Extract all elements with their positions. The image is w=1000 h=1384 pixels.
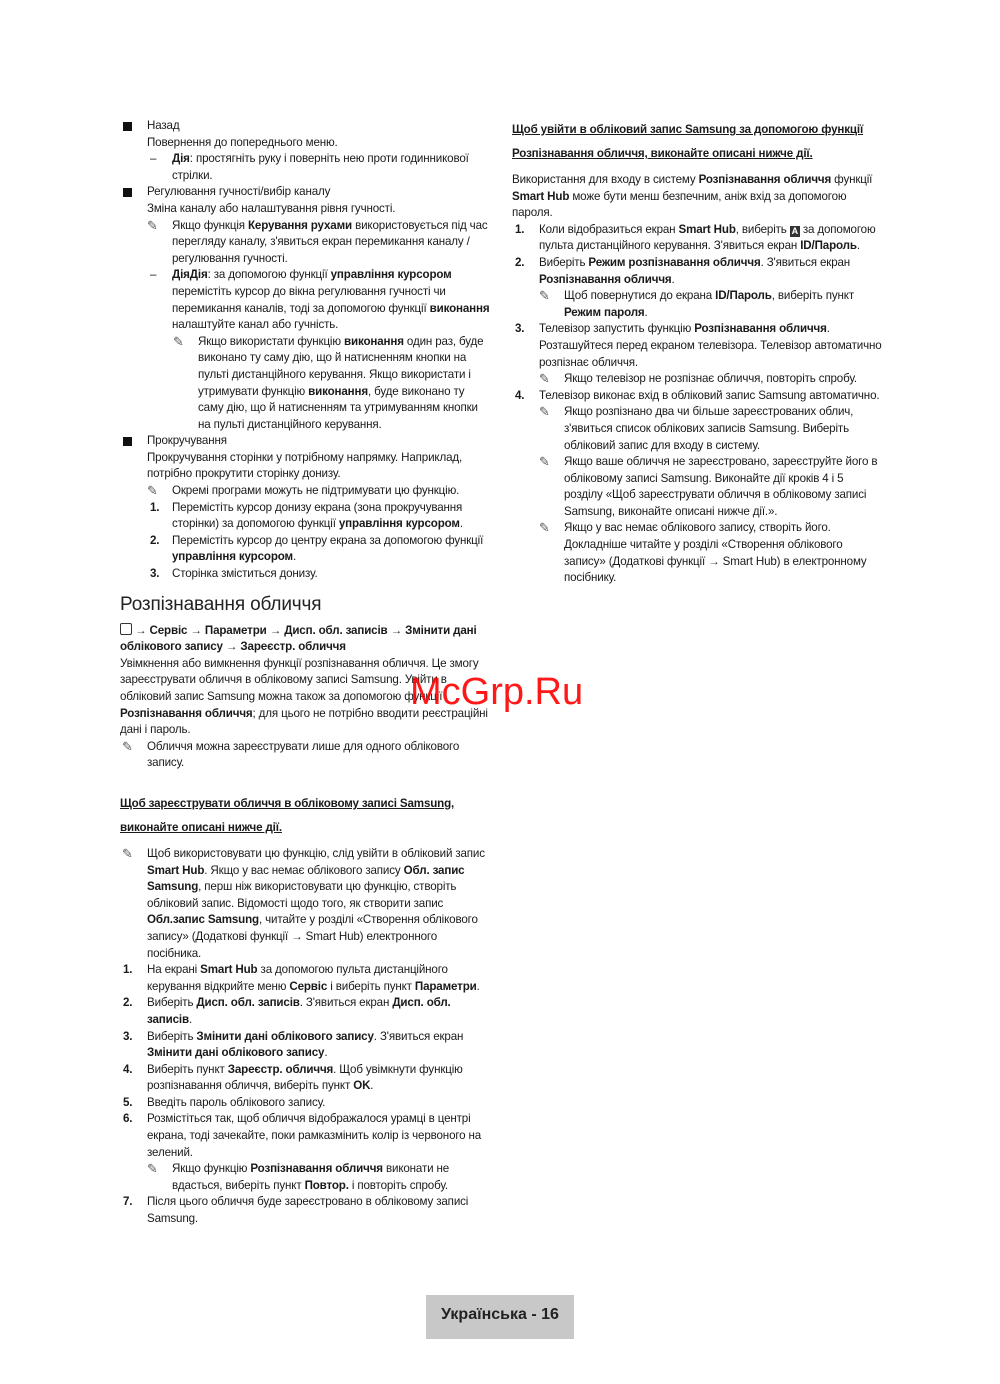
volume-section <box>120 184 490 217</box>
login-step4-note: ✎ Якщо ваше обличчя не зареєстровано, зареєструйте його в обліковому записі Samsung. Виконайте дії кроків 4 і 5 розділу «Щоб зареєструвати обличчя в обліковому записі Samsung, виконайте описані нижче дії.». <box>539 454 878 518</box>
volume-subnote: ✎ Якщо використати функцію виконання один раз, буде виконано ту саму дію, що й натисненням кнопки на пульті дистанційного керування. Якщо використати і утримувати функцію виконання, буде виконано ту саму дію, що й натисненням та утримуванням кнопки на пульті дистанційного керування. <box>173 333 484 431</box>
bullet-square-icon <box>123 188 132 197</box>
bullet-square-icon <box>123 437 132 446</box>
face-heading: Розпізнавання обличчя <box>120 593 322 615</box>
dash-label: Дія <box>172 152 190 166</box>
back-dash <box>120 151 490 184</box>
login-step: 4. Телевізор виконає вхід в обліковий запис Samsung автоматично. <box>515 388 880 402</box>
scroll-step: 1. Перемістіть курсор донизу екрана (зона прокручування сторінки) за допомогою функції управління курсором. <box>150 500 463 531</box>
register-step: 3. Виберіть Змінити дані облікового запису. З'явиться екран Змінити дані облікового запису. <box>123 1029 464 1060</box>
dash-marker: – <box>150 152 157 166</box>
a-button-icon: A <box>791 225 798 236</box>
back-section <box>120 118 490 151</box>
watermark: McGrp.Ru <box>410 671 584 713</box>
scroll-title: Прокручування <box>147 434 227 448</box>
login-step: 1. Коли відобразиться екран Smart Hub, виберіть A за допомогою пульта дистанційного керування. З'явиться екран ID/Пароль. <box>515 222 876 253</box>
pencil-note-icon: ✎ <box>147 217 158 233</box>
login-subheading: Розпізнавання обличчя, виконайте описані нижче дії. <box>512 147 813 160</box>
dash-marker: – <box>150 268 157 282</box>
pencil-note-icon: ✎ <box>539 404 550 420</box>
login-subheading: Щоб увійти в обліковий запис Samsung за допомогою функції <box>512 123 864 136</box>
bullet-square-icon <box>123 122 132 131</box>
menu-icon <box>120 623 132 635</box>
scroll-desc: Прокручування сторінки у потрібному напрямку. Наприклад, потрібно прокрутити сторінку донизу. <box>147 450 463 481</box>
pencil-note-icon: ✎ <box>539 371 550 387</box>
back-title: Назад <box>147 119 180 132</box>
volume-desc: Зміна каналу або налаштування рівня гучності. <box>147 201 396 215</box>
volume-title: Регулювання гучності/вибір каналу <box>147 185 331 199</box>
register-step: 2. Виберіть Дисп. обл. записів. З'явиться екран Дисп. обл. записів. <box>123 996 451 1026</box>
face-menu-path: → Сервіс → Параметри → Дисп. обл. записів → Змінити дані облікового запису → Зареєстр. обличчя <box>120 623 477 654</box>
login-step4-note: ✎ Якщо у вас немає облікового запису, створіть його. Докладніше читайте у розділі «Створення облікового запису» (Додаткові функції → Smart Hub) в електронному посібнику. <box>539 520 867 585</box>
pencil-note-icon: ✎ <box>539 288 550 304</box>
right-column <box>512 118 882 587</box>
login-step4-note: ✎ Якщо розпізнано два чи більше зареєстрованих облич, з'явиться список облікових записів Samsung. Виберіть обліковий запис для входу в систему. <box>539 404 854 452</box>
login-step2-note: ✎ Щоб повернутися до екрана ID/Пароль, виберіть пункт Режим пароля. <box>539 288 854 319</box>
volume-note: ✎ Якщо функція Керування рухами використовується під час перегляду каналу, з'явиться екран перемикання каналу / регулювання гучності. <box>147 217 488 265</box>
login-step3-note: ✎ Якщо телевізор не розпізнає обличчя, повторіть спробу. <box>539 371 857 387</box>
pencil-note-icon: ✎ <box>122 738 133 754</box>
pencil-note-icon: ✎ <box>539 454 550 470</box>
register-subheading: виконайте описані нижче дії. <box>120 820 282 834</box>
register-step: 1. На екрані Smart Hub за допомогою пульта дистанційного керування відкрийте меню Сервіс і виберіть пункт Параметри. <box>123 963 480 993</box>
pencil-note-icon: ✎ <box>539 520 550 536</box>
scroll-section <box>120 433 490 483</box>
register-subheading: Щоб зареєструвати обличчя в обліковому записі Samsung, <box>120 796 455 810</box>
register-step: 5. Введіть пароль облікового запису. <box>123 1095 326 1109</box>
register-step: 4. Виберіть пункт Зареєстр. обличчя. Щоб увімкнути функцію розпізнавання обличчя, виберіть пункт OK. <box>123 1062 463 1093</box>
pencil-note-icon: ✎ <box>173 333 184 349</box>
register-note: ✎ Щоб використовувати цю функцію, слід увійти в обліковий запис Smart Hub. Якщо у вас немає облікового запису Обл. запис Samsung, перш ніж використовувати цю функцію, створіть обліковий запис. Відомості щодо того, як створити запис Обл.запис Samsung, читайте у розділі «Створення облікового запису» (Додаткові функції → Smart Hub) електронного посібника. <box>122 845 485 960</box>
face-description: Увімкнення або вимкнення функції розпізнавання обличчя. Це змогу зареєструвати обличчя в обліковому записі Samsung. Увійти в обліковий запис Samsung можна також за допомогою функції Розпізнавання обличчя; для цього не потрібно вводити реєстраційні дані і пароль. <box>120 656 488 737</box>
login-step: 2. Виберіть Режим розпізнавання обличчя. З'явиться екран Розпізнавання обличчя. <box>515 255 851 286</box>
register-step: 7. Після цього обличчя буде зареєстровано в обліковому записі Samsung. <box>123 1195 469 1226</box>
scroll-note: ✎ Окремі програми можуть не підтримувати цю функцію. <box>147 483 460 499</box>
pencil-note-icon: ✎ <box>147 483 158 499</box>
login-intro: Використання для входу в систему Розпізнавання обличчя функції Smart Hub може бути менш безпечним, аніж вхід за допомогою пароля. <box>512 173 873 220</box>
register-step: 6. Розмістіться так, щоб обличчя відображалося урамці в центрі екрана, тоді зачекайте, поки рамказмінить колір із червоного на зелений. <box>123 1112 482 1159</box>
login-step: 3. Телевізор запустить функцію Розпізнавання обличчя. Розташуйтеся перед екраном телевізора. Телевізор автоматично розпізнає обличчя. <box>515 322 882 369</box>
pencil-note-icon: ✎ <box>147 1161 158 1177</box>
volume-dash: – ДіяДія: за допомогою функції управління курсором перемістіть курсор до вікна регулювання гучності чи перемикання каналів, тоді за допомогою функції виконання налаштуйте канал або гучність. <box>150 268 490 332</box>
pencil-note-icon: ✎ <box>122 845 133 861</box>
register-step6-note: ✎ Якщо функцію Розпізнавання обличчя виконати не вдасться, виберіть пункт Повтор. і повторіть спробу. <box>147 1161 450 1192</box>
back-desc: Повернення до попереднього меню. <box>147 135 338 149</box>
dash-text: : простягніть руку і поверніть нею проти годинникової стрілки. <box>172 152 469 182</box>
scroll-step: 2. Перемістіть курсор до центру екрана за допомогою функції управління курсором. <box>150 533 484 564</box>
page-footer-badge: Українська - 16 <box>426 1295 574 1339</box>
face-note: ✎ Обличчя можна зареєструвати лише для одного облікового запису. <box>122 738 460 770</box>
scroll-step: 3. Сторінка зміститься донизу. <box>150 567 318 581</box>
